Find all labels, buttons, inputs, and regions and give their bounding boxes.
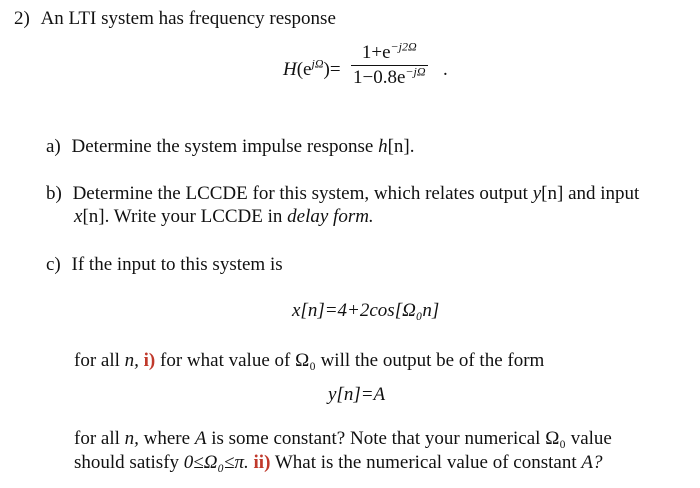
part-b-output-var: y: [532, 183, 542, 204]
question-intro: An LTI system has frequency response: [40, 8, 336, 29]
line4-inequality: 0≤Ω₀≤π.: [183, 452, 249, 473]
numerator-base: 1+e: [361, 42, 391, 63]
question-number: 2): [14, 8, 30, 29]
part-b-line-1: [46, 183, 639, 205]
part-b-input-arg: [n].: [82, 206, 110, 227]
equals-sign: =: [329, 59, 341, 80]
line3-A: A: [194, 428, 207, 449]
part-a: [46, 136, 415, 158]
numerator-exp: −j2Ω: [390, 39, 417, 54]
line2-end: will the output be of the form: [320, 350, 545, 371]
subpart-i-label: i): [143, 350, 156, 371]
input-equation-text: x[n]=4+2cos[Ω₀n]: [292, 300, 440, 321]
part-b-output-arg: [n]: [541, 183, 564, 204]
fraction-denominator: [351, 64, 428, 89]
lhs-arg-open: (e: [296, 59, 312, 80]
part-b-delay-form: delay form.: [287, 206, 374, 227]
line3-pre: for all: [74, 428, 120, 449]
line2-n: n,: [124, 350, 139, 371]
part-c-line-3: [74, 428, 612, 450]
part-b-label: b): [46, 183, 62, 204]
frequency-response-equation: [283, 39, 453, 96]
output-equation-text: y[n]=A: [328, 384, 386, 405]
lhs-arg-exp: jΩ: [311, 56, 324, 71]
part-b-line-2: [74, 206, 374, 228]
part-a-text: Determine the system impulse response: [71, 136, 374, 157]
part-b-input-var: x: [74, 206, 83, 227]
part-c-line-4: [74, 452, 602, 474]
lhs-arg-close: ): [323, 59, 330, 80]
part-c-text: If the input to this system is: [71, 254, 283, 275]
denominator-base: 1−0.8e: [353, 67, 406, 88]
part-c-label: c): [46, 254, 61, 275]
line2-pre: for all: [74, 350, 120, 371]
output-equation: [328, 384, 385, 406]
line3-end: value: [570, 428, 612, 449]
part-a-var: h: [378, 136, 388, 157]
fraction-numerator: [351, 39, 428, 64]
line3-omega: Ω₀: [545, 428, 566, 449]
question-line: [14, 8, 336, 30]
part-a-label: a): [46, 136, 61, 157]
line3-n: n,: [124, 428, 139, 449]
subpart-ii-label: ii): [253, 452, 271, 473]
equation-period: .: [443, 59, 448, 80]
line4-A: A?: [581, 452, 603, 473]
equation-lhs: [283, 56, 341, 81]
part-c-line-1: [46, 254, 283, 276]
line2-omega: Ω₀: [295, 350, 316, 371]
input-equation: [292, 300, 439, 322]
denominator-exp: −jΩ: [405, 64, 426, 79]
line4-pre: should satisfy: [74, 452, 180, 473]
equation-fraction: [351, 39, 428, 89]
line2-post: for what value of: [160, 350, 291, 371]
part-b-text: Determine the LCCDE for this system, which relates output: [72, 183, 528, 204]
lhs-H: H: [283, 59, 297, 80]
part-a-var-arg: [n].: [387, 136, 415, 157]
part-b-line1-end: and input: [568, 183, 640, 204]
line3-post: is some constant? Note that your numerical: [211, 428, 541, 449]
line3-mid: where: [143, 428, 191, 449]
line4-post: What is the numerical value of constant: [274, 452, 577, 473]
part-b-line2-text: Write your LCCDE in: [113, 206, 283, 227]
part-c-line-2: [74, 350, 544, 372]
